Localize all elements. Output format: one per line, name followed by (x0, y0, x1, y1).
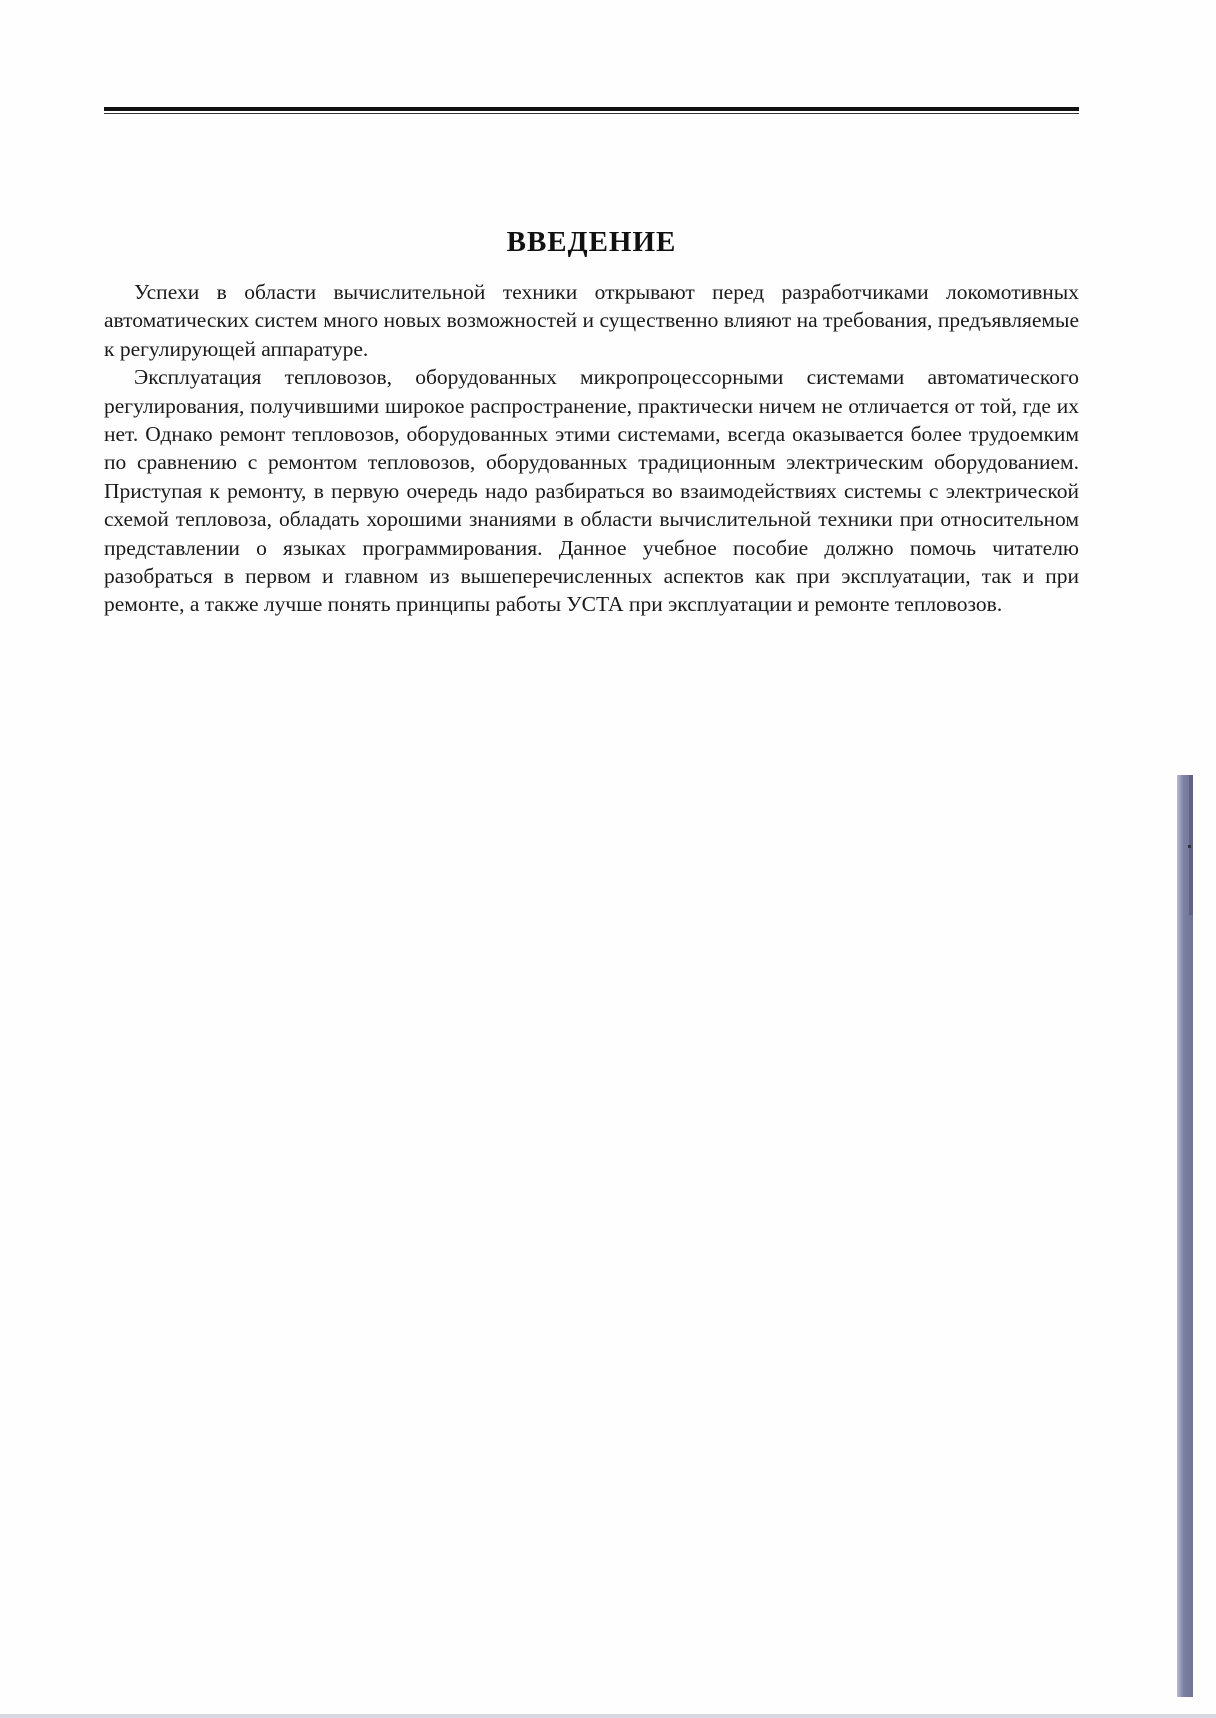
scan-speck (1188, 845, 1191, 848)
header-rule-thick (104, 107, 1079, 111)
paragraph-2: Эксплуатация тепловозов, оборудованных микропроцессорными системами автоматического регулирования, получившими широкое распространение, практически ничем не отличается от той, где их нет. Однако ремонт тепловозов, оборудованных этими системами, всегда оказывается более трудоемким по сравнению с ремонтом тепловозов, оборудованных традиционным электрическим оборудованием. Приступая к ремонту, в первую очередь надо разбираться во взаимодействиях системы с электрической схемой тепловоза, обладать хорошими знаниями в области вычислительной техники при относительном представлении о языках программирования. Данное учебное пособие должно помочь читателю разобраться в первом и главном из вышеперечисленных аспектов как при эксплуатации, так и при ремонте, а также лучше понять принципы работы УСТА при эксплуатации и ремонте тепловозов. (104, 365, 1079, 617)
chapter-heading: ВВЕДЕНИЕ (506, 226, 677, 258)
body-text (104, 278, 1079, 619)
paragraph-1: Успехи в области вычислительной техники открывают перед разработчиками локомотивных автоматических систем много новых возможностей и существенно влияют на требования, предъявляемые к регулирующей аппаратуре. (104, 280, 1079, 361)
scan-bottom-edge (0, 1714, 1216, 1718)
header-rule-thin (104, 113, 1079, 114)
